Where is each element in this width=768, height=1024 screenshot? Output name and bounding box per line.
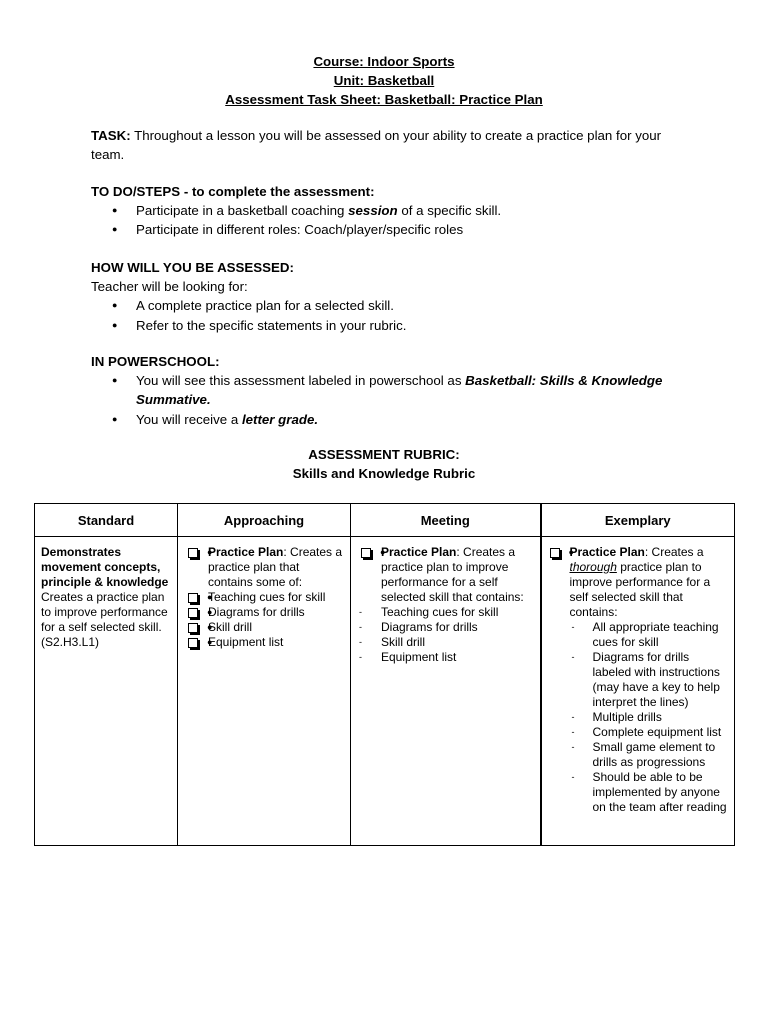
list-item: - Diagrams for drills labeled with instructions (may have a key to help interpret the lines) bbox=[570, 650, 729, 710]
checkbox-icon bbox=[188, 593, 198, 603]
rubric-title: ASSESSMENT RUBRIC: bbox=[308, 447, 460, 462]
meeting-lead bbox=[359, 545, 534, 605]
list-item: ● Teaching cues for skill bbox=[186, 590, 344, 605]
meeting-list bbox=[359, 605, 534, 665]
column-header-meeting: Meeting bbox=[351, 504, 541, 537]
column-header-exemplary: Exemplary bbox=[541, 504, 735, 537]
list-item: ● You will see this assessment labeled in powerschool as Basketball: Skills & Knowledge Summative. bbox=[91, 371, 691, 409]
rubric-subtitle: Skills and Knowledge Rubric bbox=[292, 466, 476, 481]
list-item: - Diagrams for drills bbox=[359, 620, 534, 635]
powerschool-section bbox=[91, 352, 691, 429]
list-item: ● Participate in a basketball coaching session of a specific skill. bbox=[91, 201, 691, 220]
exemplary-cell bbox=[541, 537, 735, 846]
standard-text: Creates a practice plan to improve performance for a self selected skill. (S2.H3.L1) bbox=[41, 590, 168, 649]
checkbox-icon bbox=[188, 548, 198, 558]
column-header-approaching: Approaching bbox=[178, 504, 351, 537]
checkbox-icon bbox=[188, 608, 198, 618]
rubric-title-block bbox=[0, 445, 768, 483]
list-item: - All appropriate teaching cues for skill bbox=[570, 620, 729, 650]
todo-list bbox=[91, 201, 691, 239]
task-section bbox=[91, 126, 691, 164]
todo-section bbox=[91, 182, 691, 240]
list-item: ● Diagrams for drills bbox=[186, 605, 344, 620]
table-row bbox=[35, 537, 735, 846]
list-item: - Skill drill bbox=[359, 635, 534, 650]
list-item: ● Equipment list bbox=[186, 635, 344, 650]
list-item: ● Practice Plan: Creates a practice plan to improve performance for a self selected skill that contains: bbox=[359, 545, 534, 605]
todo-heading: TO DO/STEPS - to complete the assessment: bbox=[91, 184, 375, 199]
exemplary-list bbox=[548, 620, 729, 815]
assessed-section bbox=[91, 258, 691, 335]
list-item: - Small game element to drills as progressions bbox=[570, 740, 729, 770]
powerschool-heading: IN POWERSCHOOL: bbox=[91, 354, 220, 369]
list-item: ● Refer to the specific statements in your rubric. bbox=[91, 316, 691, 335]
list-item: ● Practice Plan: Creates a practice plan that contains some of: bbox=[186, 545, 344, 590]
assessed-heading: HOW WILL YOU BE ASSESSED: bbox=[91, 260, 294, 275]
checkbox-icon bbox=[188, 638, 198, 648]
unit-title: Unit: Basketball bbox=[333, 73, 435, 88]
list-item: - Equipment list bbox=[359, 650, 534, 665]
sheet-title: Assessment Task Sheet: Basketball: Practice Plan bbox=[225, 92, 543, 107]
task-text: Throughout a lesson you will be assessed on your ability to create a practice plan for your team. bbox=[91, 128, 662, 163]
meeting-cell bbox=[351, 537, 541, 846]
list-item: ● You will receive a letter grade. bbox=[91, 410, 691, 429]
list-item: ● Participate in different roles: Coach/player/specific roles bbox=[91, 220, 691, 239]
rubric-table bbox=[34, 503, 735, 846]
list-item: ● Skill drill bbox=[186, 620, 344, 635]
list-item: - Teaching cues for skill bbox=[359, 605, 534, 620]
task-label: TASK: bbox=[91, 128, 131, 143]
document-header bbox=[0, 52, 768, 109]
list-item: - Should be able to be implemented by anyone on the team after reading bbox=[570, 770, 729, 815]
approaching-list bbox=[186, 545, 344, 650]
list-item: - Multiple drills bbox=[570, 710, 729, 725]
exemplary-lead bbox=[548, 545, 729, 620]
course-title: Course: Indoor Sports bbox=[313, 54, 455, 69]
powerschool-list bbox=[91, 371, 691, 429]
approaching-cell bbox=[178, 537, 351, 846]
standard-cell bbox=[35, 537, 178, 846]
assessed-intro: Teacher will be looking for: bbox=[91, 279, 248, 295]
column-header-standard: Standard bbox=[35, 504, 178, 537]
checkbox-icon bbox=[361, 548, 371, 558]
list-item: - Complete equipment list bbox=[570, 725, 729, 740]
standard-title: Demonstrates movement concepts, principle & knowledge bbox=[41, 545, 169, 589]
table-header-row bbox=[35, 504, 735, 537]
checkbox-icon bbox=[550, 548, 560, 558]
checkbox-icon bbox=[188, 623, 198, 633]
list-item: ● Practice Plan: Creates a thorough practice plan to improve performance for a self selected skill that contains: bbox=[548, 545, 729, 620]
list-item: ● A complete practice plan for a selected skill. bbox=[91, 296, 691, 315]
assessed-list bbox=[91, 296, 691, 334]
